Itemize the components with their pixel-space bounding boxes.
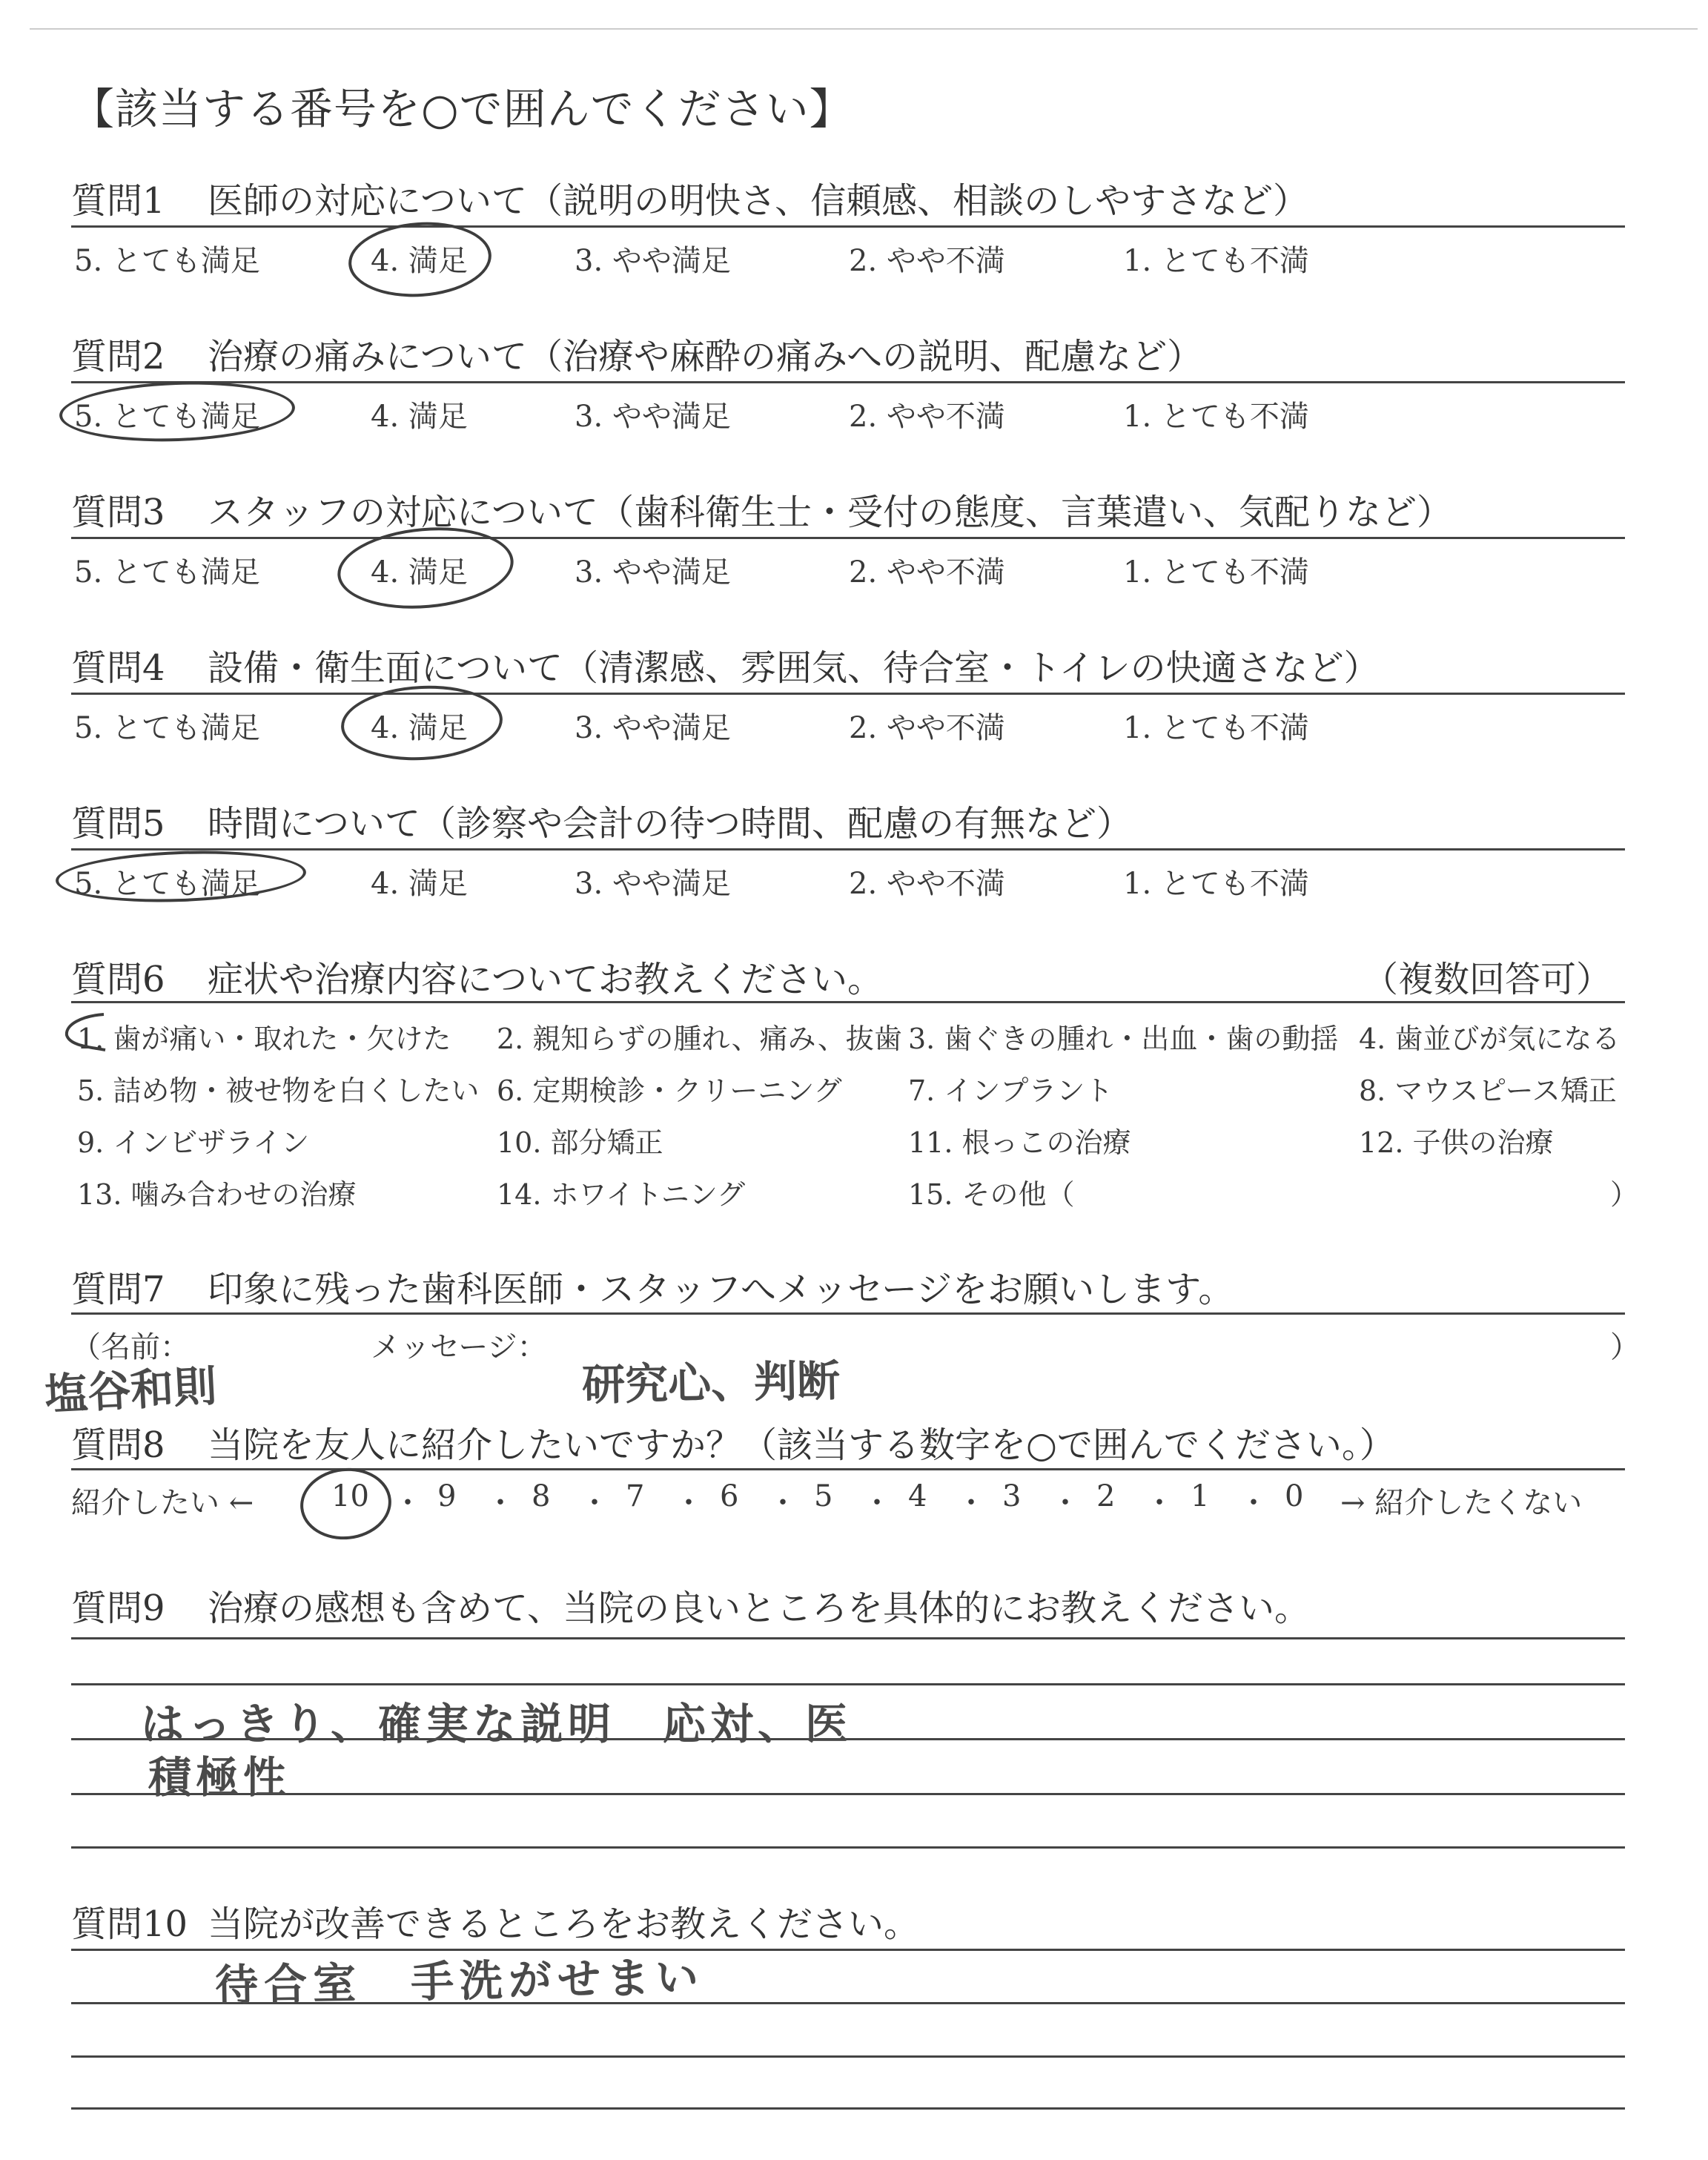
- q6-option-3[interactable]: 3. 歯ぐきの腫れ・出血・歯の動揺: [908, 1023, 1339, 1055]
- q8-separator: ・: [393, 1486, 423, 1520]
- q6-option-11[interactable]: 11. 根っこの治療: [908, 1126, 1131, 1159]
- question-3-rule: [71, 537, 1625, 539]
- question-6-label: 質問6: [71, 959, 165, 1000]
- q3-selection-circle: [334, 521, 517, 615]
- question-7-label: 質問7: [71, 1269, 165, 1310]
- q10-answer-line-1[interactable]: 待合室 手洗がせまい: [214, 1952, 705, 2011]
- question-5-rule: [71, 848, 1625, 851]
- q8-scale-1[interactable]: 1: [1191, 1479, 1210, 1513]
- q8-scale-2[interactable]: 2: [1096, 1479, 1116, 1513]
- question-2-label: 質問2: [71, 336, 165, 377]
- q6-option-9[interactable]: 9. インビザライン: [77, 1126, 310, 1159]
- q6-option-14[interactable]: 14. ホワイトニング: [497, 1178, 746, 1211]
- q5-option-3[interactable]: 3. やや満足: [575, 867, 731, 901]
- q9-answer-line-2[interactable]: 積極性: [148, 1752, 291, 1803]
- q9-answer-rule-1: [71, 1637, 1625, 1639]
- q6-option-5[interactable]: 5. 詰め物・被せ物を白くしたい: [77, 1074, 480, 1107]
- q3-option-1[interactable]: 1. とても不満: [1123, 555, 1309, 589]
- q4-option-4[interactable]: 4. 満足: [371, 711, 468, 745]
- question-4-label: 質問4: [71, 647, 165, 689]
- question-5-text: 時間について（診察や会計の待つ時間、配慮の有無など）: [208, 803, 1133, 845]
- q5-option-4[interactable]: 4. 満足: [371, 867, 468, 901]
- question-8-rule: [71, 1468, 1625, 1470]
- question-10-text: 当院が改善できるところをお教えください。: [208, 1903, 920, 1945]
- q3-option-2[interactable]: 2. やや不満: [849, 555, 1005, 589]
- q5-option-2[interactable]: 2. やや不満: [849, 867, 1005, 901]
- q8-scale-3[interactable]: 3: [1002, 1479, 1022, 1513]
- q6-option-4[interactable]: 4. 歯並びが気になる: [1359, 1023, 1621, 1055]
- q1-option-4[interactable]: 4. 満足: [371, 244, 468, 278]
- question-10-label: 質問10: [71, 1903, 188, 1945]
- question-9-text: 治療の感想も含めて、当院の良いところを具体的にお教えください。: [208, 1588, 1311, 1629]
- question-6-text: 症状や治療内容についてお教えください。: [208, 959, 884, 1000]
- question-2-rule: [71, 381, 1625, 383]
- q2-selection-circle: [59, 377, 297, 445]
- q8-scale-0[interactable]: 0: [1285, 1479, 1304, 1513]
- q4-option-1[interactable]: 1. とても不満: [1123, 711, 1309, 745]
- q9-answer-rule-4: [71, 1793, 1625, 1795]
- question-6-note: （複数回答可）: [1363, 959, 1612, 1000]
- question-1-rule: [71, 225, 1625, 228]
- q8-scale-10[interactable]: 10: [331, 1479, 369, 1513]
- q5-option-1[interactable]: 1. とても不満: [1123, 867, 1309, 901]
- q6-option-7[interactable]: 7. インプラント: [908, 1074, 1113, 1107]
- question-8-text: 当院を友人に紹介したいですか？（該当する数字を○で囲んでください。）: [208, 1424, 1395, 1466]
- q10-answer-rule-4: [71, 2107, 1625, 2110]
- question-1-text: 医師の対応について（説明の明快さ、信頼感、相談のしやすさなど）: [208, 180, 1309, 222]
- q7-close-paren: ）: [1610, 1330, 1640, 1364]
- q4-option-2[interactable]: 2. やや不満: [849, 711, 1005, 745]
- q8-scale-5[interactable]: 5: [814, 1479, 833, 1513]
- q2-option-2[interactable]: 2. やや不満: [849, 400, 1005, 434]
- q8-separator: ・: [674, 1486, 704, 1520]
- page-title: 【該当する番号を○で囲んでください】: [71, 84, 853, 134]
- q8-separator: ・: [580, 1486, 609, 1520]
- q2-option-4[interactable]: 4. 満足: [371, 400, 468, 434]
- q8-right-label: → 紹介したくない: [1340, 1486, 1583, 1520]
- q7-message-handwritten[interactable]: 研究心、判断: [581, 1355, 841, 1411]
- q8-selection-circle: [297, 1464, 394, 1544]
- q2-option-5[interactable]: 5. とても満足: [74, 400, 260, 434]
- question-3-label: 質問3: [71, 492, 165, 533]
- q7-name-handwritten[interactable]: 塩谷和則: [43, 1360, 218, 1421]
- q1-selection-circle: [346, 217, 494, 301]
- q8-separator: ・: [486, 1486, 515, 1520]
- q8-scale-6[interactable]: 6: [720, 1479, 739, 1513]
- question-5-label: 質問5: [71, 803, 165, 845]
- q9-answer-rule-2: [71, 1683, 1625, 1685]
- question-4-text: 設備・衛生面について（清潔感、雰囲気、待合室・トイレの快適さなど）: [208, 647, 1380, 689]
- q8-separator: ・: [1050, 1486, 1080, 1520]
- q1-option-5[interactable]: 5. とても満足: [74, 244, 260, 278]
- q2-option-3[interactable]: 3. やや満足: [575, 400, 731, 434]
- q6-option-10[interactable]: 10. 部分矯正: [497, 1126, 663, 1159]
- q6-check-mark: [59, 1008, 119, 1060]
- q8-separator: ・: [1145, 1486, 1174, 1520]
- question-4-rule: [71, 693, 1625, 695]
- q1-option-3[interactable]: 3. やや満足: [575, 244, 731, 278]
- question-2-text: 治療の痛みについて（治療や麻酔の痛みへの説明、配慮など）: [208, 336, 1203, 377]
- q1-option-1[interactable]: 1. とても不満: [1123, 244, 1309, 278]
- q4-option-3[interactable]: 3. やや満足: [575, 711, 731, 745]
- q8-left-label: 紹介したい ←: [71, 1486, 254, 1520]
- question-7-rule: [71, 1312, 1625, 1315]
- q8-scale-8[interactable]: 8: [532, 1479, 551, 1513]
- q8-separator: ・: [956, 1486, 986, 1520]
- q8-scale-9[interactable]: 9: [437, 1479, 457, 1513]
- question-6-rule: [71, 1001, 1625, 1003]
- q8-separator: ・: [862, 1486, 892, 1520]
- q6-option-1[interactable]: 1. 歯が痛い・取れた・欠けた: [77, 1023, 451, 1055]
- q7-name-label: （名前：: [71, 1330, 190, 1364]
- q6-option-8[interactable]: 8. マウスピース矯正: [1359, 1074, 1617, 1107]
- q6-option-6[interactable]: 6. 定期検診・クリーニング: [497, 1074, 842, 1107]
- q6-option-12[interactable]: 12. 子供の治療: [1359, 1126, 1554, 1159]
- q8-scale-7[interactable]: 7: [626, 1479, 645, 1513]
- q2-option-1[interactable]: 1. とても不満: [1123, 400, 1309, 434]
- q5-selection-circle: [55, 847, 307, 906]
- q10-answer-rule-3: [71, 2055, 1625, 2058]
- q3-option-3[interactable]: 3. やや満足: [575, 555, 731, 589]
- question-9-label: 質問9: [71, 1588, 165, 1629]
- question-7-text: 印象に残った歯科医師・スタッフへメッセージをお願いします。: [208, 1269, 1234, 1310]
- q9-answer-rule-5: [71, 1846, 1625, 1849]
- q8-scale-4[interactable]: 4: [908, 1479, 927, 1513]
- q1-option-2[interactable]: 2. やや不満: [849, 244, 1005, 278]
- q8-separator: ・: [768, 1486, 798, 1520]
- q6-other-close-paren: ）: [1610, 1178, 1639, 1211]
- question-1-label: 質問1: [71, 180, 165, 222]
- q6-option-2[interactable]: 2. 親知らずの腫れ、痛み、抜歯: [497, 1023, 902, 1055]
- question-3-text: スタッフの対応について（歯科衛生士・受付の態度、言葉遣い、気配りなど）: [208, 492, 1453, 533]
- question-8-label: 質問8: [71, 1424, 165, 1466]
- q8-separator: ・: [1239, 1486, 1268, 1520]
- q9-answer-line-1[interactable]: はっきり、確実な説明 応対、医: [141, 1699, 853, 1749]
- q7-message-label: メッセージ：: [371, 1330, 547, 1364]
- q6-option-15[interactable]: 15. その他（: [908, 1178, 1075, 1211]
- q6-option-13[interactable]: 13. 噛み合わせの治療: [77, 1178, 357, 1211]
- q5-option-5[interactable]: 5. とても満足: [74, 867, 260, 901]
- scan-top-edge: [30, 28, 1698, 30]
- q3-option-4[interactable]: 4. 満足: [371, 555, 468, 589]
- q4-option-5[interactable]: 5. とても満足: [74, 711, 260, 745]
- q3-option-5[interactable]: 5. とても満足: [74, 555, 260, 589]
